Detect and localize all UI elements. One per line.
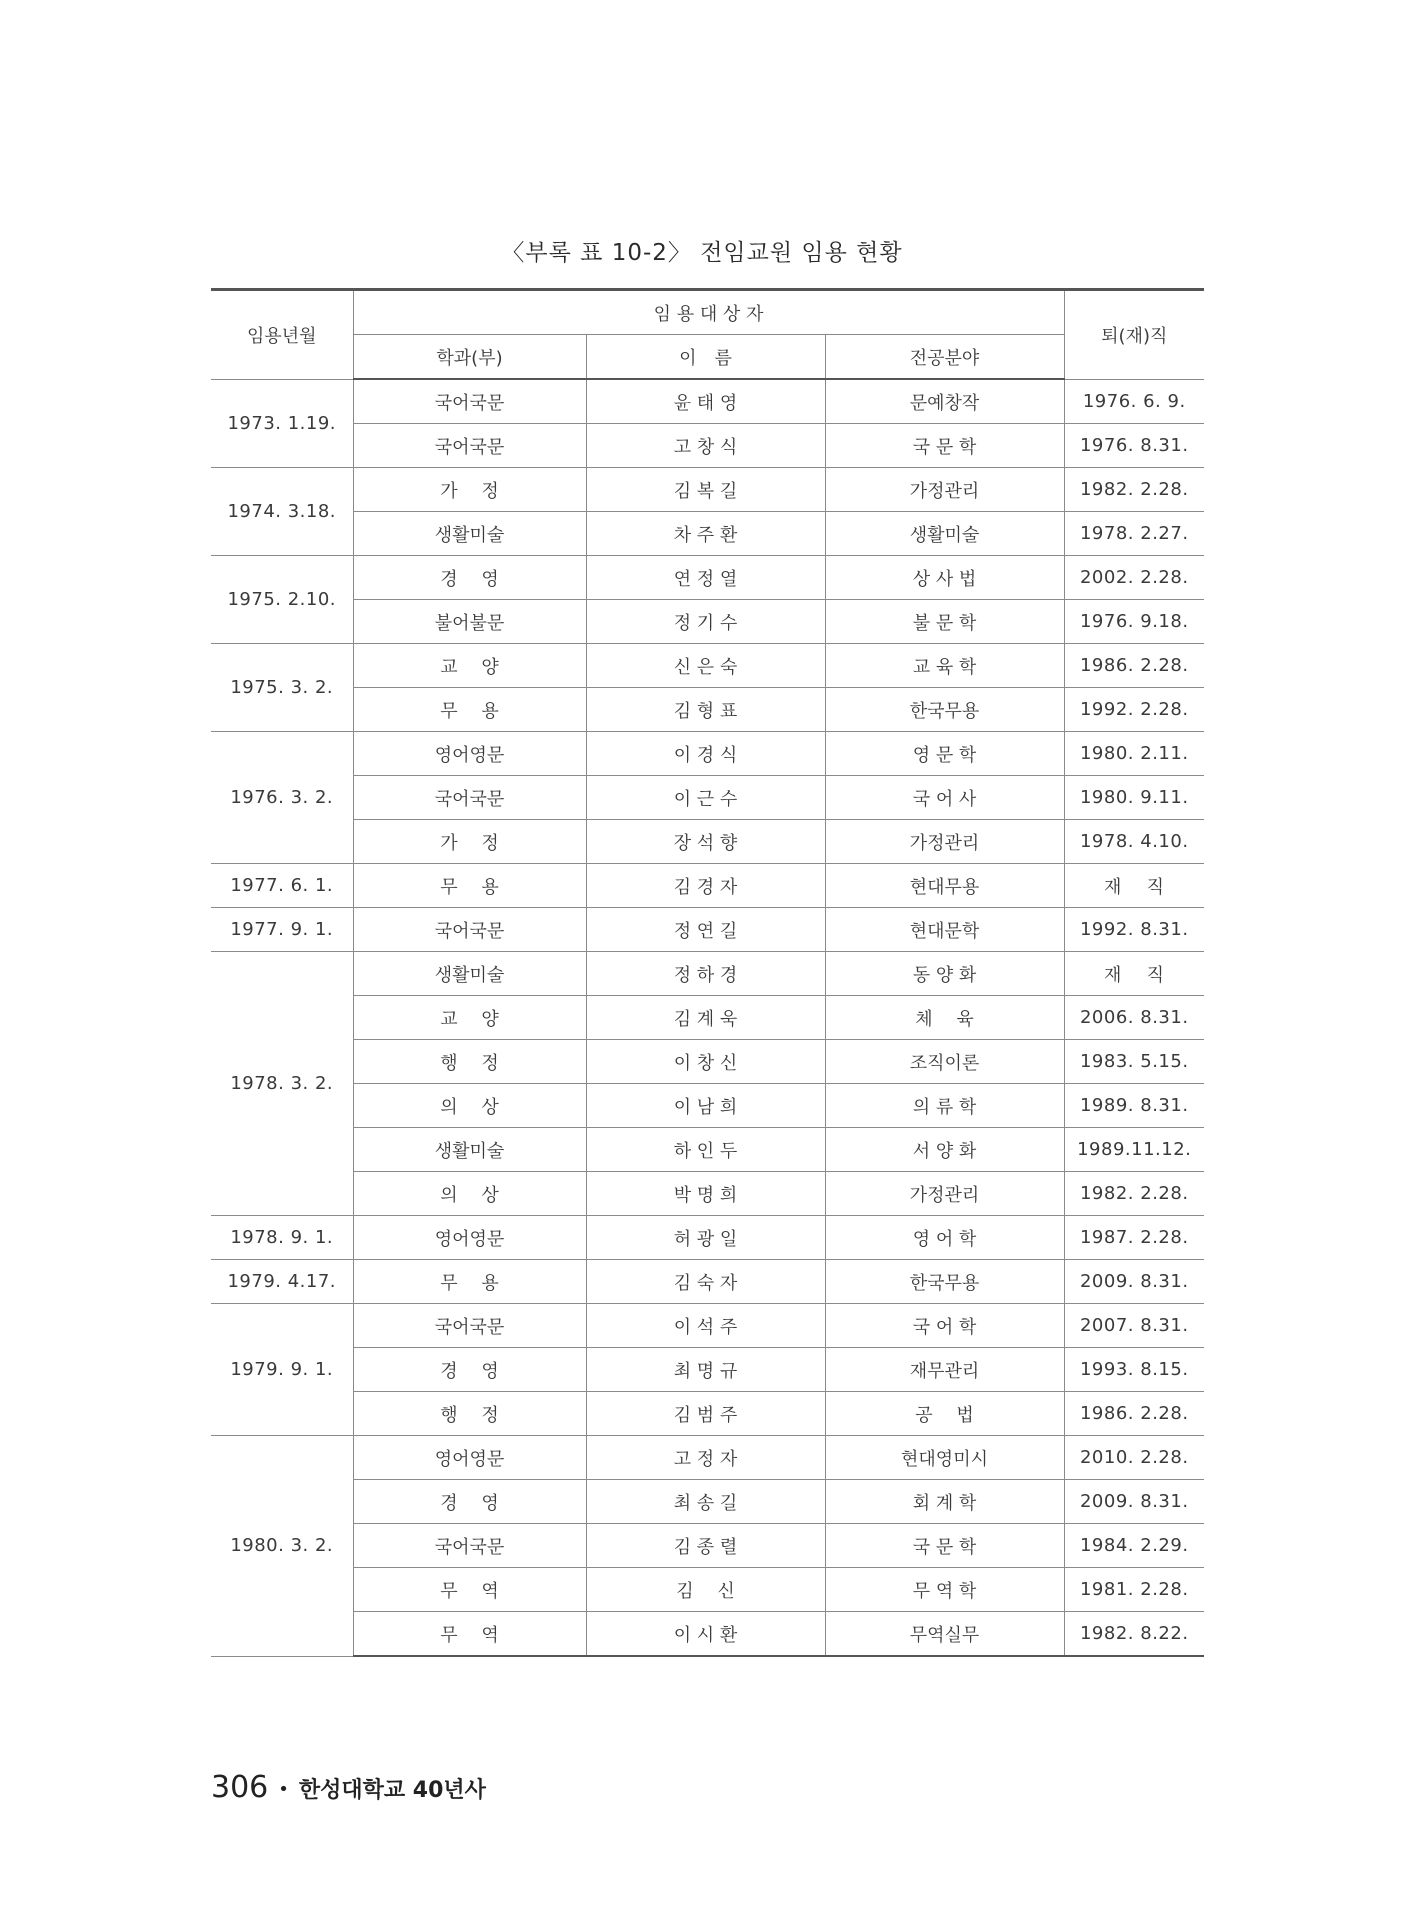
- table-row: [211, 1128, 1204, 1172]
- table-body: [211, 379, 1204, 1656]
- major-cell: 한국무용: [825, 1260, 1064, 1304]
- retired-cell: 1980. 2.11.: [1064, 732, 1204, 776]
- table-row: [211, 908, 1204, 952]
- major-cell: 무역실무: [825, 1612, 1064, 1657]
- department-cell: 영어영문: [353, 1436, 586, 1480]
- appointment-date-cell: 1974. 3.18.: [211, 468, 353, 556]
- appointment-date-cell: 1975. 2.10.: [211, 556, 353, 644]
- retired-cell: 1976. 8.31.: [1064, 424, 1204, 468]
- department-cell: 경 영: [353, 556, 586, 600]
- department-cell: 국어국문: [353, 776, 586, 820]
- appointment-date-cell: 1979. 4.17.: [211, 1260, 353, 1304]
- name-cell: 허 광 일: [586, 1216, 825, 1260]
- table-row: [211, 688, 1204, 732]
- table-row: [211, 1524, 1204, 1568]
- major-cell: 조직이론: [825, 1040, 1064, 1084]
- retired-cell: 1978. 4.10.: [1064, 820, 1204, 864]
- name-cell: 김 경 자: [586, 864, 825, 908]
- retired-cell: 2010. 2.28.: [1064, 1436, 1204, 1480]
- name-cell: 김 계 욱: [586, 996, 825, 1040]
- retired-cell: 1992. 8.31.: [1064, 908, 1204, 952]
- department-cell: 무 용: [353, 864, 586, 908]
- major-cell: 공 법: [825, 1392, 1064, 1436]
- table-row: [211, 512, 1204, 556]
- name-cell: 김 종 렬: [586, 1524, 825, 1568]
- major-cell: 국 문 학: [825, 424, 1064, 468]
- retired-cell: 재 직: [1064, 864, 1204, 908]
- department-cell: 무 용: [353, 688, 586, 732]
- appointment-date-cell: 1979. 9. 1.: [211, 1304, 353, 1436]
- retired-cell: 1986. 2.28.: [1064, 644, 1204, 688]
- major-cell: 국 어 학: [825, 1304, 1064, 1348]
- major-cell: 한국무용: [825, 688, 1064, 732]
- department-cell: 국어국문: [353, 424, 586, 468]
- table-row: [211, 1260, 1204, 1304]
- table-row: [211, 1040, 1204, 1084]
- table-row: [211, 820, 1204, 864]
- retired-cell: 1980. 9.11.: [1064, 776, 1204, 820]
- name-cell: 김 복 길: [586, 468, 825, 512]
- faculty-appointment-table: [211, 288, 1204, 1657]
- table-title: 〈부록 표 10-2〉 전임교원 임용 현황: [501, 240, 903, 266]
- major-cell: 국 문 학: [825, 1524, 1064, 1568]
- name-cell: 차 주 환: [586, 512, 825, 556]
- major-cell: 영 문 학: [825, 732, 1064, 776]
- table-row: [211, 1392, 1204, 1436]
- appointment-date-cell: 1978. 9. 1.: [211, 1216, 353, 1260]
- table-row: [211, 732, 1204, 776]
- table-row: [211, 1568, 1204, 1612]
- retired-cell: 1982. 2.28.: [1064, 1172, 1204, 1216]
- major-cell: 문예창작: [825, 379, 1064, 424]
- major-cell: 회 계 학: [825, 1480, 1064, 1524]
- name-cell: 최 송 길: [586, 1480, 825, 1524]
- department-cell: 교 양: [353, 996, 586, 1040]
- department-cell: 의 상: [353, 1084, 586, 1128]
- name-cell: 김 숙 자: [586, 1260, 825, 1304]
- name-cell: 김 신: [586, 1568, 825, 1612]
- appointment-date-cell: 1977. 6. 1.: [211, 864, 353, 908]
- name-cell: 김 범 주: [586, 1392, 825, 1436]
- retired-cell: 2002. 2.28.: [1064, 556, 1204, 600]
- header-department: 학과(부): [353, 335, 586, 380]
- department-cell: 국어국문: [353, 379, 586, 424]
- major-cell: 현대무용: [825, 864, 1064, 908]
- retired-cell: 1992. 2.28.: [1064, 688, 1204, 732]
- department-cell: 경 영: [353, 1480, 586, 1524]
- retired-cell: 1982. 2.28.: [1064, 468, 1204, 512]
- department-cell: 의 상: [353, 1172, 586, 1216]
- major-cell: 국 어 사: [825, 776, 1064, 820]
- name-cell: 이 시 환: [586, 1612, 825, 1657]
- name-cell: 이 남 희: [586, 1084, 825, 1128]
- major-cell: 의 류 학: [825, 1084, 1064, 1128]
- retired-cell: 1987. 2.28.: [1064, 1216, 1204, 1260]
- header-target: 임 용 대 상 자: [353, 290, 1064, 335]
- major-cell: 체 육: [825, 996, 1064, 1040]
- table-row: [211, 1480, 1204, 1524]
- major-cell: 가정관리: [825, 820, 1064, 864]
- name-cell: 정 기 수: [586, 600, 825, 644]
- table-row: [211, 1304, 1204, 1348]
- retired-cell: 1989.11.12.: [1064, 1128, 1204, 1172]
- retired-cell: 1993. 8.15.: [1064, 1348, 1204, 1392]
- bullet-icon: •: [278, 1779, 289, 1800]
- table-row: [211, 1216, 1204, 1260]
- table-row: [211, 1436, 1204, 1480]
- department-cell: 행 정: [353, 1040, 586, 1084]
- retired-cell: 1976. 6. 9.: [1064, 379, 1204, 424]
- department-cell: 생활미술: [353, 952, 586, 996]
- department-cell: 생활미술: [353, 512, 586, 556]
- table-row: [211, 1084, 1204, 1128]
- table-row: [211, 600, 1204, 644]
- major-cell: 가정관리: [825, 468, 1064, 512]
- retired-cell: 재 직: [1064, 952, 1204, 996]
- department-cell: 불어불문: [353, 600, 586, 644]
- department-cell: 생활미술: [353, 1128, 586, 1172]
- table-row: [211, 864, 1204, 908]
- retired-cell: 2009. 8.31.: [1064, 1480, 1204, 1524]
- department-cell: 영어영문: [353, 732, 586, 776]
- name-cell: 이 석 주: [586, 1304, 825, 1348]
- header-year-month: 임용년월: [211, 290, 353, 380]
- major-cell: 재무관리: [825, 1348, 1064, 1392]
- table-row: [211, 996, 1204, 1040]
- department-cell: 경 영: [353, 1348, 586, 1392]
- retired-cell: 1989. 8.31.: [1064, 1084, 1204, 1128]
- retired-cell: 1983. 5.15.: [1064, 1040, 1204, 1084]
- name-cell: 이 경 식: [586, 732, 825, 776]
- retired-cell: 1984. 2.29.: [1064, 1524, 1204, 1568]
- name-cell: 신 은 숙: [586, 644, 825, 688]
- appointment-date-cell: 1973. 1.19.: [211, 379, 353, 468]
- major-cell: 현대문학: [825, 908, 1064, 952]
- table-row: [211, 1348, 1204, 1392]
- table-row: [211, 952, 1204, 996]
- major-cell: 교 육 학: [825, 644, 1064, 688]
- retired-cell: 2007. 8.31.: [1064, 1304, 1204, 1348]
- appointment-date-cell: 1978. 3. 2.: [211, 952, 353, 1216]
- name-cell: 윤 태 영: [586, 379, 825, 424]
- table-row: [211, 468, 1204, 512]
- major-cell: 불 문 학: [825, 600, 1064, 644]
- header-retired: 퇴(재)직: [1064, 290, 1204, 380]
- header-name: 이 름: [586, 335, 825, 380]
- retired-cell: 2006. 8.31.: [1064, 996, 1204, 1040]
- table-row: [211, 379, 1204, 424]
- retired-cell: 2009. 8.31.: [1064, 1260, 1204, 1304]
- major-cell: 현대영미시: [825, 1436, 1064, 1480]
- book-title: 한성대학교 40년사: [298, 1778, 486, 1803]
- table-row: [211, 644, 1204, 688]
- retired-cell: 1978. 2.27.: [1064, 512, 1204, 556]
- appointment-date-cell: 1976. 3. 2.: [211, 732, 353, 864]
- name-cell: 고 정 자: [586, 1436, 825, 1480]
- appointment-date-cell: 1980. 3. 2.: [211, 1436, 353, 1657]
- table-row: [211, 556, 1204, 600]
- department-cell: 행 정: [353, 1392, 586, 1436]
- retired-cell: 1981. 2.28.: [1064, 1568, 1204, 1612]
- table-row: [211, 424, 1204, 468]
- department-cell: 무 역: [353, 1612, 586, 1657]
- table-row: [211, 1172, 1204, 1216]
- department-cell: 가 정: [353, 820, 586, 864]
- name-cell: 고 창 식: [586, 424, 825, 468]
- name-cell: 이 근 수: [586, 776, 825, 820]
- major-cell: 동 양 화: [825, 952, 1064, 996]
- name-cell: 이 창 신: [586, 1040, 825, 1084]
- department-cell: 가 정: [353, 468, 586, 512]
- major-cell: 영 어 학: [825, 1216, 1064, 1260]
- name-cell: 김 형 표: [586, 688, 825, 732]
- major-cell: 서 양 화: [825, 1128, 1064, 1172]
- name-cell: 연 정 열: [586, 556, 825, 600]
- department-cell: 국어국문: [353, 1524, 586, 1568]
- name-cell: 장 석 향: [586, 820, 825, 864]
- major-cell: 무 역 학: [825, 1568, 1064, 1612]
- department-cell: 국어국문: [353, 1304, 586, 1348]
- name-cell: 하 인 두: [586, 1128, 825, 1172]
- name-cell: 정 하 경: [586, 952, 825, 996]
- retired-cell: 1982. 8.22.: [1064, 1612, 1204, 1657]
- header-major: 전공분야: [825, 335, 1064, 380]
- page-number: 306: [211, 1770, 269, 1805]
- department-cell: 교 양: [353, 644, 586, 688]
- major-cell: 상 사 법: [825, 556, 1064, 600]
- table-row: [211, 776, 1204, 820]
- retired-cell: 1986. 2.28.: [1064, 1392, 1204, 1436]
- name-cell: 박 명 희: [586, 1172, 825, 1216]
- department-cell: 무 용: [353, 1260, 586, 1304]
- retired-cell: 1976. 9.18.: [1064, 600, 1204, 644]
- table-row: [211, 1612, 1204, 1657]
- department-cell: 무 역: [353, 1568, 586, 1612]
- major-cell: 생활미술: [825, 512, 1064, 556]
- name-cell: 최 명 규: [586, 1348, 825, 1392]
- department-cell: 영어영문: [353, 1216, 586, 1260]
- appointment-date-cell: 1977. 9. 1.: [211, 908, 353, 952]
- department-cell: 국어국문: [353, 908, 586, 952]
- appointment-date-cell: 1975. 3. 2.: [211, 644, 353, 732]
- name-cell: 정 연 길: [586, 908, 825, 952]
- page-footer: [211, 1770, 486, 1805]
- major-cell: 가정관리: [825, 1172, 1064, 1216]
